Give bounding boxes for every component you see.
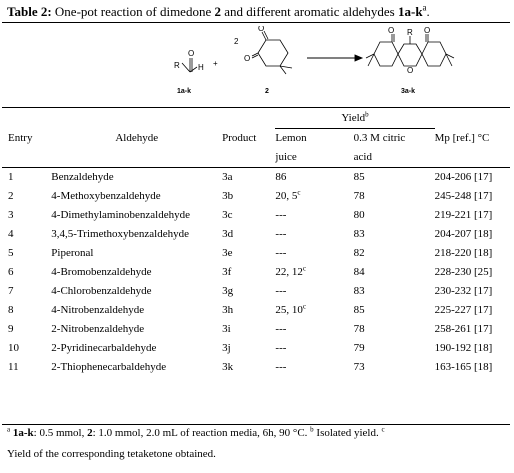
cell-entry: 3 [8, 209, 14, 221]
cell-product: 3f [222, 266, 232, 278]
lemon-footnote-mark: c [302, 264, 307, 273]
cell-product: 3a [222, 171, 233, 183]
cell-citric-yield: 82 [353, 247, 365, 259]
header-citric-line1: 0.3 M citric [353, 132, 406, 144]
lemon-value: 20, 5 [275, 190, 298, 202]
cell-entry: 5 [8, 247, 14, 259]
caption-text-mid: and different aromatic aldehydes [220, 4, 398, 19]
cell-lemon-yield [275, 168, 353, 188]
product-oxygen-left: O [388, 26, 395, 35]
cell-entry: 1 [8, 171, 14, 183]
cell-aldehyde: 4-Bromobenzaldehyde [51, 266, 152, 278]
lemon-value: --- [275, 247, 287, 259]
cell-mp: 230-232 [17] [434, 285, 493, 297]
aldehyde-hydrogen: H [198, 63, 204, 72]
cell-aldehyde: 4-Methoxybenzaldehyde [51, 190, 161, 202]
cell-product: 3h [222, 304, 234, 316]
cell-citric-yield: 83 [353, 228, 365, 240]
cell-citric-yield: 73 [353, 361, 365, 373]
caption-footnote-mark: a [422, 2, 427, 13]
aldehyde-oxygen: O [188, 49, 195, 58]
cell-citric-yield: 85 [353, 171, 365, 183]
header-row-main [2, 129, 510, 149]
cell-aldehyde: Piperonal [51, 247, 94, 259]
lemon-value: 25, 10 [275, 304, 303, 316]
product-structure [366, 34, 454, 66]
top-rule [2, 22, 510, 23]
cell-entry: 2 [8, 190, 14, 202]
header-yield: Yield$^b$ [275, 109, 434, 129]
cell-mp: 245-248 [17] [434, 190, 493, 202]
cell-product: 3k [222, 361, 234, 373]
cell-mp: 218-220 [18] [434, 247, 493, 259]
cell-product: 3d [222, 228, 234, 240]
cell-citric-yield: 83 [353, 285, 365, 297]
cell-citric-yield: 78 [353, 323, 365, 335]
dimedone-oxygen-left: O [244, 54, 251, 63]
cell-mp: 228-230 [25] [434, 266, 493, 278]
dimedone-oxygen-top: O [258, 26, 265, 33]
cell-lemon-yield [275, 225, 353, 244]
cell-mp: 219-221 [17] [434, 209, 493, 221]
cell-aldehyde: 2-Pyridinecarbaldehyde [51, 342, 157, 354]
cell-lemon-yield [275, 282, 353, 301]
caption-compound-range: 1a-k [397, 4, 423, 19]
cell-mp: 190-192 [18] [434, 342, 493, 354]
cell-product: 3e [222, 247, 233, 259]
reactant2-label: 2 [265, 88, 269, 95]
footnote-line1: $^a$ 1a-k: 0.5 mmol, 2: 1.0 mmol, 2.0 mL of reaction media, 6h, 90 °C. $^b$ Isolated yield. $^c$ [7, 425, 385, 439]
caption-end: . [426, 4, 430, 19]
plus-sign: + [213, 59, 218, 68]
cell-aldehyde: 4-Chlorobenzaldehyde [51, 285, 152, 297]
cell-entry: 10 [8, 342, 19, 354]
lemon-value: --- [275, 209, 287, 221]
header-lemon-line1: Lemon [275, 132, 307, 144]
cell-lemon-yield [275, 187, 353, 206]
header-citric-line2: acid [354, 148, 435, 168]
cell-citric-yield: 79 [353, 342, 365, 354]
dimedone-structure [252, 31, 292, 74]
cell-entry: 7 [8, 285, 14, 297]
cell-aldehyde: Benzaldehyde [51, 171, 114, 183]
caption-compound-number: 2 [214, 4, 221, 19]
header-product: Product [222, 131, 257, 144]
aldehyde-structure [182, 58, 197, 72]
header-mp: Mp [ref.] °C [434, 131, 490, 144]
cell-product: 3g [222, 285, 234, 297]
cell-product: 3j [222, 342, 231, 354]
cell-entry: 9 [8, 323, 14, 335]
cell-lemon-yield [275, 358, 353, 377]
cell-citric-yield: 84 [353, 266, 365, 278]
cell-product: 3i [222, 323, 231, 335]
cell-lemon-yield [275, 320, 353, 339]
cell-lemon-yield [275, 339, 353, 358]
cell-mp: 163-165 [18] [434, 361, 493, 373]
table-row [2, 244, 510, 263]
product-label: 3a-k [401, 88, 416, 95]
header-entry: Entry [8, 131, 33, 144]
caption-label: Table 2: [7, 4, 52, 19]
table-row [2, 206, 510, 225]
cell-citric-yield: 80 [353, 209, 365, 221]
header-aldehyde: Aldehyde [115, 131, 159, 144]
table-row [2, 339, 510, 358]
cell-entry: 11 [8, 361, 19, 373]
scheme-bottom-rule [2, 107, 510, 108]
header-lemon-line2: juice [275, 148, 353, 168]
table-row [2, 225, 510, 244]
reactant1-label: 1a-k [177, 88, 192, 95]
cell-mp: 204-206 [17] [434, 171, 493, 183]
cell-entry: 4 [8, 228, 14, 240]
cell-product: 3c [222, 209, 233, 221]
cell-citric-yield: 78 [353, 190, 365, 202]
cell-aldehyde: 4-Nitrobenzaldehyde [51, 304, 145, 316]
lemon-value: 22, 12 [275, 266, 303, 278]
header-row-sub [2, 148, 510, 168]
table-row [2, 282, 510, 301]
footnote-line2: Yield of the corresponding tetaketone obtained. [7, 448, 216, 460]
table-row [2, 187, 510, 206]
header-row-yield [2, 109, 510, 129]
cell-citric-yield: 85 [353, 304, 365, 316]
cell-lemon-yield [275, 206, 353, 225]
reaction-arrow [307, 55, 362, 61]
cell-entry: 8 [8, 304, 14, 316]
table-row [2, 320, 510, 339]
aldehyde-r-group: R [174, 61, 180, 70]
lemon-value: --- [275, 342, 287, 354]
table-row [2, 301, 510, 320]
lemon-value: --- [275, 285, 287, 297]
table-caption [7, 4, 430, 19]
lemon-value: --- [275, 323, 287, 335]
table-row [2, 168, 510, 188]
cell-mp: 204-207 [18] [434, 228, 493, 240]
product-oxygen-right: O [424, 26, 431, 35]
lemon-value: --- [275, 228, 287, 240]
reaction-scheme [0, 26, 514, 104]
lemon-value: 86 [275, 171, 287, 183]
cell-lemon-yield [275, 301, 353, 320]
cell-aldehyde: 2-Nitrobenzaldehyde [51, 323, 145, 335]
lemon-footnote-mark: c [297, 188, 301, 197]
dimedone-coefficient: 2 [234, 37, 239, 46]
results-table [2, 109, 510, 377]
cell-mp: 258-261 [17] [434, 323, 493, 335]
table-row [2, 263, 510, 282]
cell-aldehyde: 2-Thiophenecarbaldehyde [51, 361, 167, 373]
product-r-group: R [407, 28, 413, 37]
cell-mp: 225-227 [17] [434, 304, 493, 316]
caption-text-before: One-pot reaction of dimedone [51, 4, 215, 19]
product-ring-oxygen: O [407, 66, 414, 75]
cell-entry: 6 [8, 266, 14, 278]
lemon-footnote-mark: c [302, 302, 307, 311]
cell-lemon-yield [275, 244, 353, 263]
lemon-value: --- [275, 361, 287, 373]
cell-aldehyde: 3,4,5-Trimethoxybenzaldehyde [51, 228, 189, 240]
table-row [2, 358, 510, 377]
cell-aldehyde: 4-Dimethylaminobenzaldehyde [51, 209, 190, 221]
cell-lemon-yield [275, 263, 353, 282]
cell-product: 3b [222, 190, 234, 202]
